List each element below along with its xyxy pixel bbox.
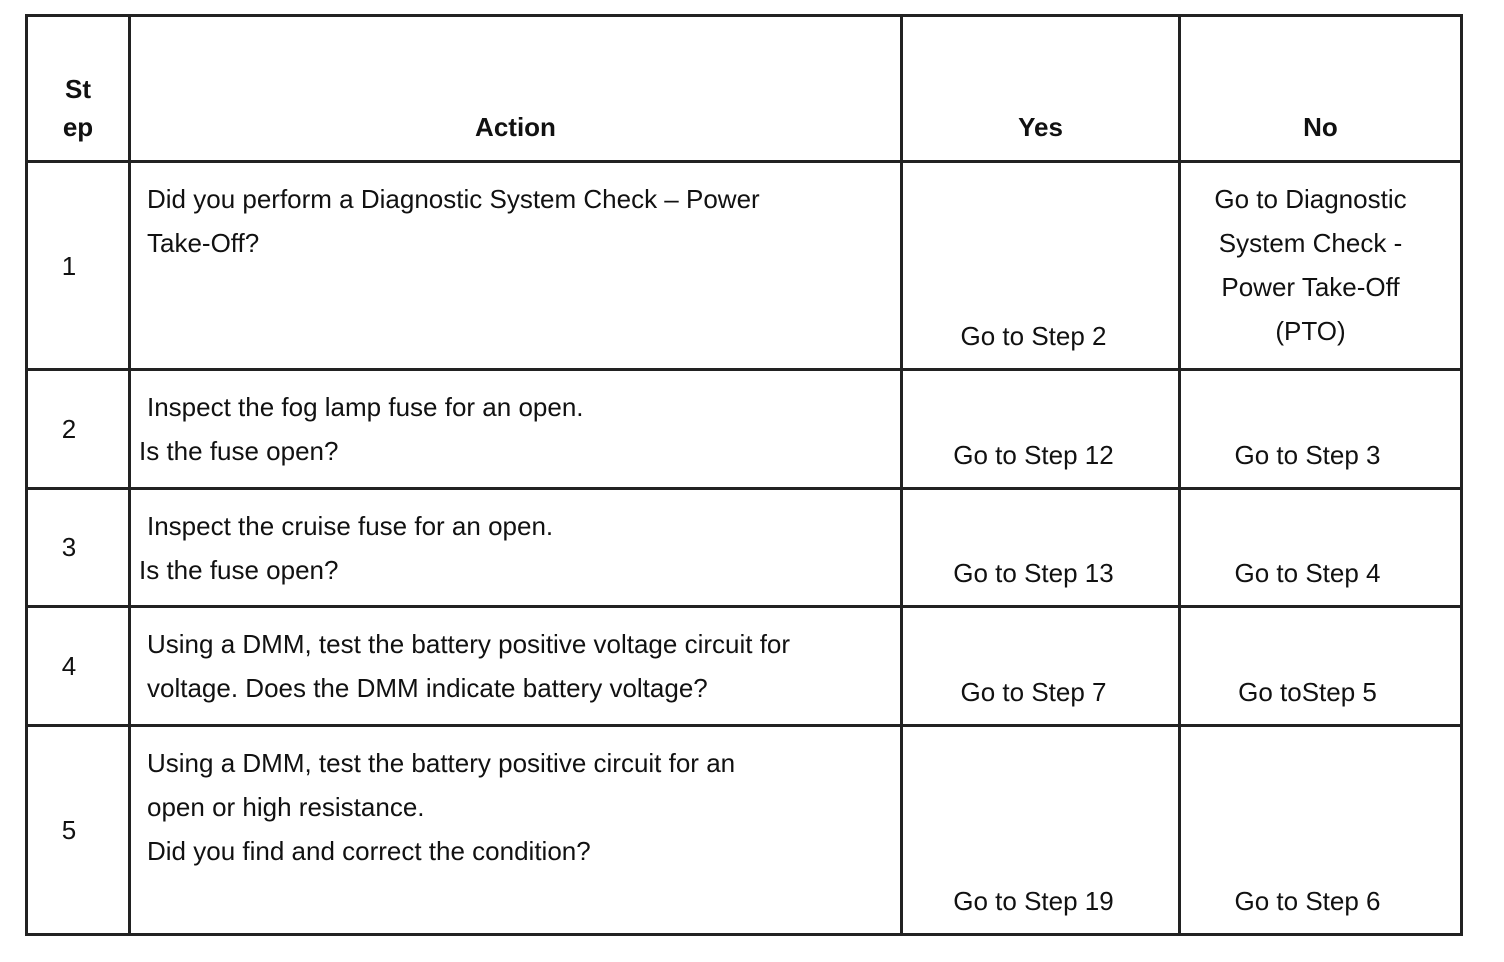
table-row (27, 370, 1462, 488)
no-line: System Check - (1218, 228, 1403, 258)
step-number: 3 (27, 488, 130, 606)
action-line: Using a DMM, test the battery positive voltage circuit for (147, 629, 791, 660)
header-row (27, 16, 1462, 162)
action-cell (130, 488, 902, 606)
action-cell (130, 162, 902, 370)
table-row (27, 725, 1462, 934)
action-cell (130, 607, 902, 725)
step-number: 5 (27, 725, 130, 934)
header-action: Action (130, 16, 902, 162)
action-cell (130, 370, 902, 488)
action-line: Inspect the fog lamp fuse for an open. (147, 392, 584, 423)
yes-cell: Go to Step 19 (902, 725, 1180, 934)
yes-cell: Go to Step 13 (902, 488, 1180, 606)
no-cell: Go to Step 3 (1180, 370, 1462, 488)
action-cell (130, 725, 902, 934)
action-line: Is the fuse open? (139, 554, 339, 585)
header-step: Step (27, 16, 130, 162)
step-number: 2 (27, 370, 130, 488)
diagnostic-table (25, 14, 1463, 936)
yes-cell: Go to Step 7 (902, 607, 1180, 725)
no-line: Power Take-Off (1221, 272, 1400, 302)
action-line: open or high resistance. (147, 791, 425, 822)
no-cell: Go to Step 4 (1180, 488, 1462, 606)
yes-cell: Go to Step 2 (902, 162, 1180, 370)
yes-cell: Go to Step 12 (902, 370, 1180, 488)
table-row (27, 162, 1462, 370)
no-cell: Go toStep 5 (1180, 607, 1462, 725)
header-no: No (1180, 16, 1462, 162)
action-line: voltage. Does the DMM indicate battery voltage? (147, 673, 708, 704)
no-cell (1180, 162, 1462, 370)
step-number: 4 (27, 607, 130, 725)
no-line: (PTO) (1275, 316, 1346, 346)
no-cell: Go to Step 6 (1180, 725, 1462, 934)
action-line: Did you find and correct the condition? (147, 835, 591, 866)
action-line: Using a DMM, test the battery positive circuit for an (147, 747, 736, 778)
action-line: Take-Off? (147, 228, 260, 258)
action-line: Is the fuse open? (139, 436, 339, 467)
no-line: Go to Diagnostic (1214, 184, 1407, 214)
action-line: Inspect the cruise fuse for an open. (147, 510, 554, 541)
header-yes: Yes (902, 16, 1180, 162)
step-number: 1 (27, 162, 130, 370)
action-line: Did you perform a Diagnostic System Check – Power (147, 184, 760, 214)
table-row (27, 488, 1462, 606)
table-row (27, 607, 1462, 725)
